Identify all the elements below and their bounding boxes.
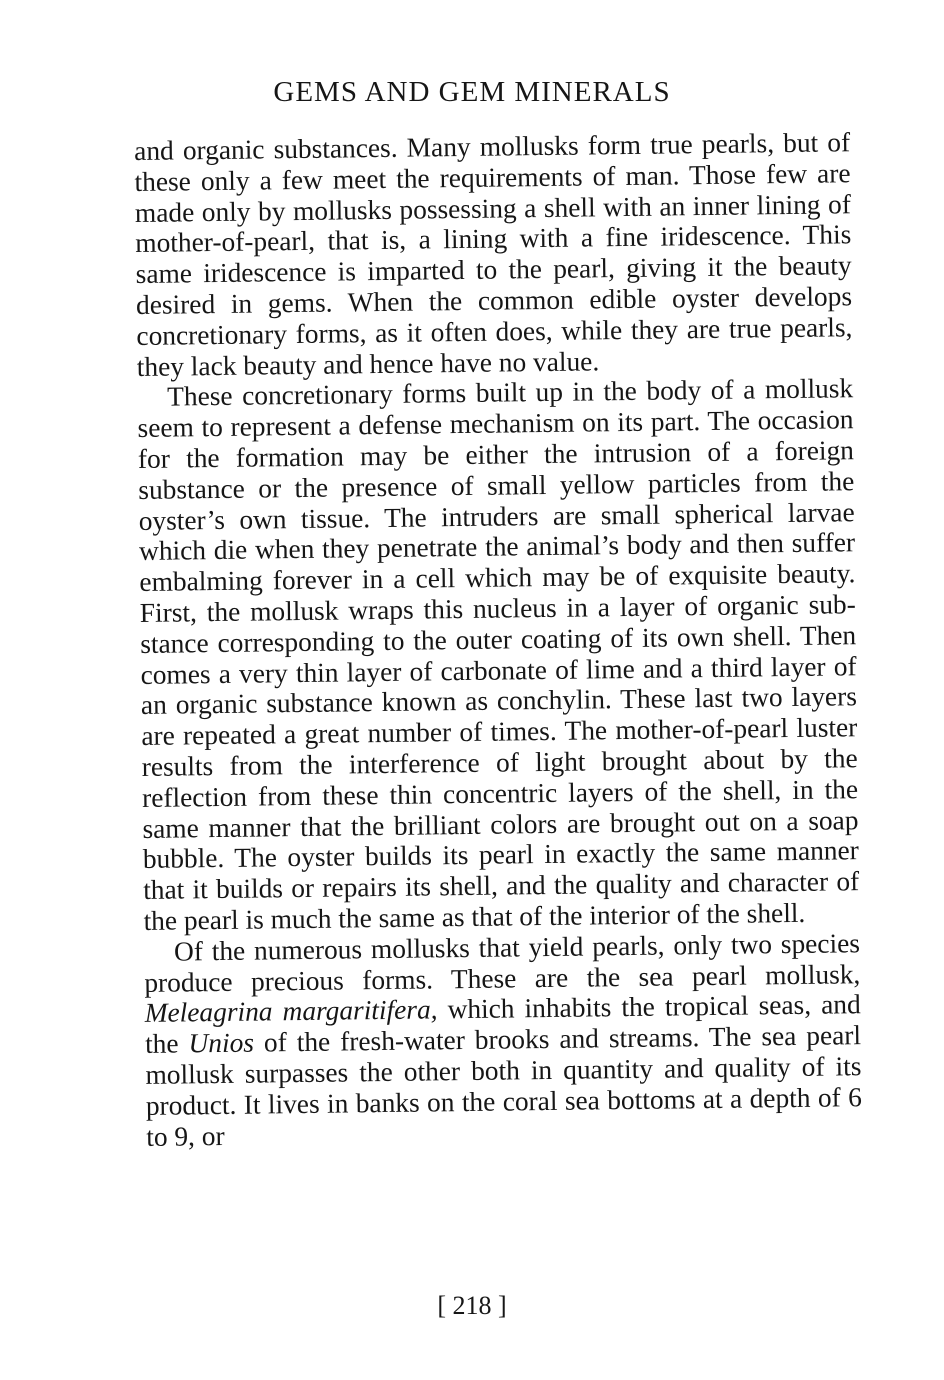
paragraph-1: and organic substances. Many mollusks form true pearls, but of these only a few meet the requirements of man. Those few are made only by mollusks possessing a shell with an inner lining of mother-of-pearl, that is, a lining with a fine iridescence. This same iridescence is imparted to the pearl, giving it the beauty desired in gems. When the common edible oyster develops concretionary forms, as it often does, while they are true pearls, they lack beauty and hence have no value. — [134, 127, 853, 382]
paragraph-2: These concretionary forms built up in the body of a mollusk seem to represent a defense mechanism on its part. The occasion for the formation may be either the intrusion of a foreign substance or the presence of small yellow particles from the oyster’s own tissue. The intruders are small spherical larvae which die when they penetrate the animal’s body and then suffer embalming forever in a cell which may be of exquisite beauty. First, the mollusk wraps this nucleus in a layer of organic substance corresponding to the outer coating of its own shell. Then comes a very thin layer of carbonate of lime and a third layer of an organic substance known as conchylin. These last two layers are repeated a great number of times. The mother-of-pearl luster results from the interference of light brought about by the reflection from these thin concentric layers of the shell, in the same manner that the brilliant colors are brought out on a soap bubble. The oyster builds its pearl in exactly the same manner that it builds or repairs its shell, and the quality and character of the pearl is much the same as that of the interior of the shell. — [137, 373, 860, 936]
paragraph-3-text-a: Of the numerous mollusks that yield pearls, only two species produce precious forms. These are the sea pearl mollusk, — [144, 927, 861, 998]
paragraph-3-text-c: of the fresh-water brooks and streams. The sea pearl mollusk surpasses the other both in quantity and quality of its product. It lives in banks on the coral sea bottoms at a depth of 6 to 9, or — [145, 1020, 862, 1152]
species-name-meleagrina: Meleagrina margaritifera, — [144, 994, 438, 1029]
body-text — [134, 127, 862, 1152]
page-number: [ 218 ] — [437, 1291, 507, 1320]
paragraph-3 — [144, 928, 863, 1152]
paragraph-3-text-b: which inhabits the tropical seas, and the — [144, 989, 861, 1060]
running-header: GEMS AND GEM MINERALS — [273, 76, 671, 108]
species-name-unios: Unios — [188, 1027, 255, 1059]
